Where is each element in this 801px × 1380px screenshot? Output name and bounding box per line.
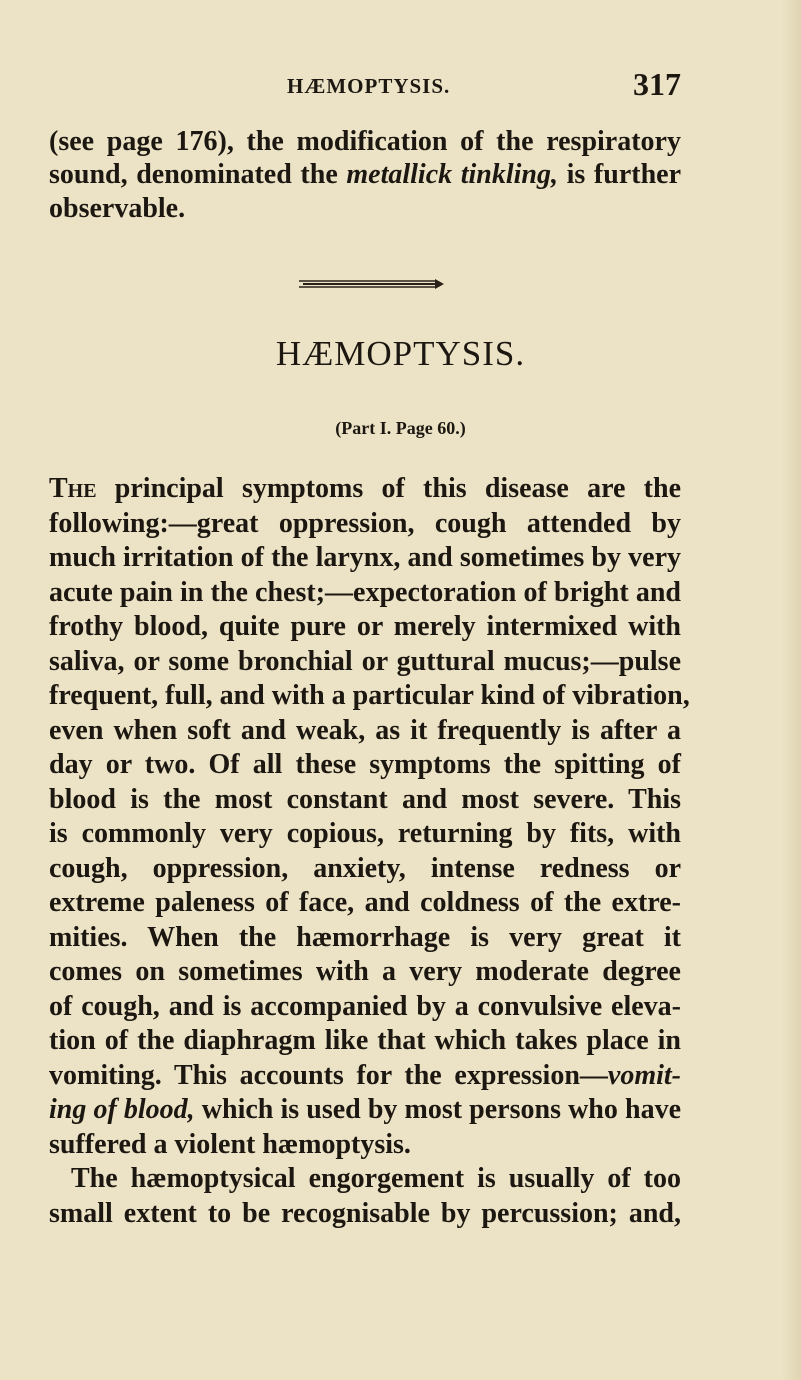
text-line: saliva, or some bronchial or guttural mucus;—pulse — [49, 645, 681, 677]
text-line: small extent to be recognisable by percussion; and, — [49, 1197, 681, 1229]
running-title: HÆMOPTYSIS. — [287, 74, 451, 98]
text-line: acute pain in the chest;—expectoration of bright and — [49, 576, 681, 608]
body-paragraph — [49, 472, 690, 1231]
section-ornament-rule — [297, 278, 445, 290]
page-number: 317 — [633, 66, 681, 102]
running-head — [49, 66, 681, 106]
text-line: comes on sometimes with a very moderate degree — [49, 956, 681, 987]
text-line: frothy blood, quite pure or merely intermixed with — [49, 611, 681, 642]
text-line: suffered a violent hæmoptysis. — [49, 1128, 411, 1160]
text-line: vomiting. This accounts for the expression—vomit- — [49, 1059, 681, 1091]
text-line: sound, denominated the metallick tinkling, is further — [49, 159, 682, 191]
text-line: cough, oppression, anxiety, intense redness or — [49, 852, 681, 884]
text-line: day or two. Of all these symptoms the spitting of — [49, 749, 681, 780]
drop-word: The — [49, 473, 97, 504]
text-line: tion of the diaphragm like that which takes place in — [49, 1025, 681, 1056]
text-line: The principal symptoms of this disease are the — [49, 473, 681, 504]
page-edge-shading — [781, 0, 801, 1380]
intro-paragraph — [49, 125, 681, 225]
section-title: HÆMOPTYSIS. — [275, 334, 526, 373]
text-line: observable. — [49, 192, 186, 224]
text-line: ing of blood, which is used by most persons who have — [49, 1094, 681, 1125]
text-line: even when soft and weak, as it frequently is after a — [49, 714, 681, 746]
text-line: extreme paleness of face, and coldness of the extre- — [49, 887, 681, 918]
text-line: much irritation of the larynx, and sometimes by very — [49, 542, 681, 573]
italic-term: metallick tinkling, — [346, 159, 559, 191]
italic-term: ing of blood, — [49, 1094, 195, 1125]
text-line: blood is the most constant and most severe. This — [49, 783, 681, 815]
text-line: following:—great oppression, cough attended by — [49, 507, 681, 539]
text-line: of cough, and is accompanied by a convulsive eleva- — [49, 990, 681, 1022]
text-line: mities. When the hæmorrhage is very great it — [49, 921, 681, 953]
section-reference: (Part I. Page 60.) — [335, 418, 466, 438]
text-line: The hæmoptysical engorgement is usually of too — [71, 1163, 681, 1194]
text-line: frequent, full, and with a particular kind of vibration, — [49, 680, 690, 711]
italic-term: vomit- — [607, 1059, 681, 1091]
text-line: is commonly very copious, returning by fits, with — [49, 818, 681, 849]
text-line: (see page 176), the modification of the respiratory — [49, 126, 681, 157]
